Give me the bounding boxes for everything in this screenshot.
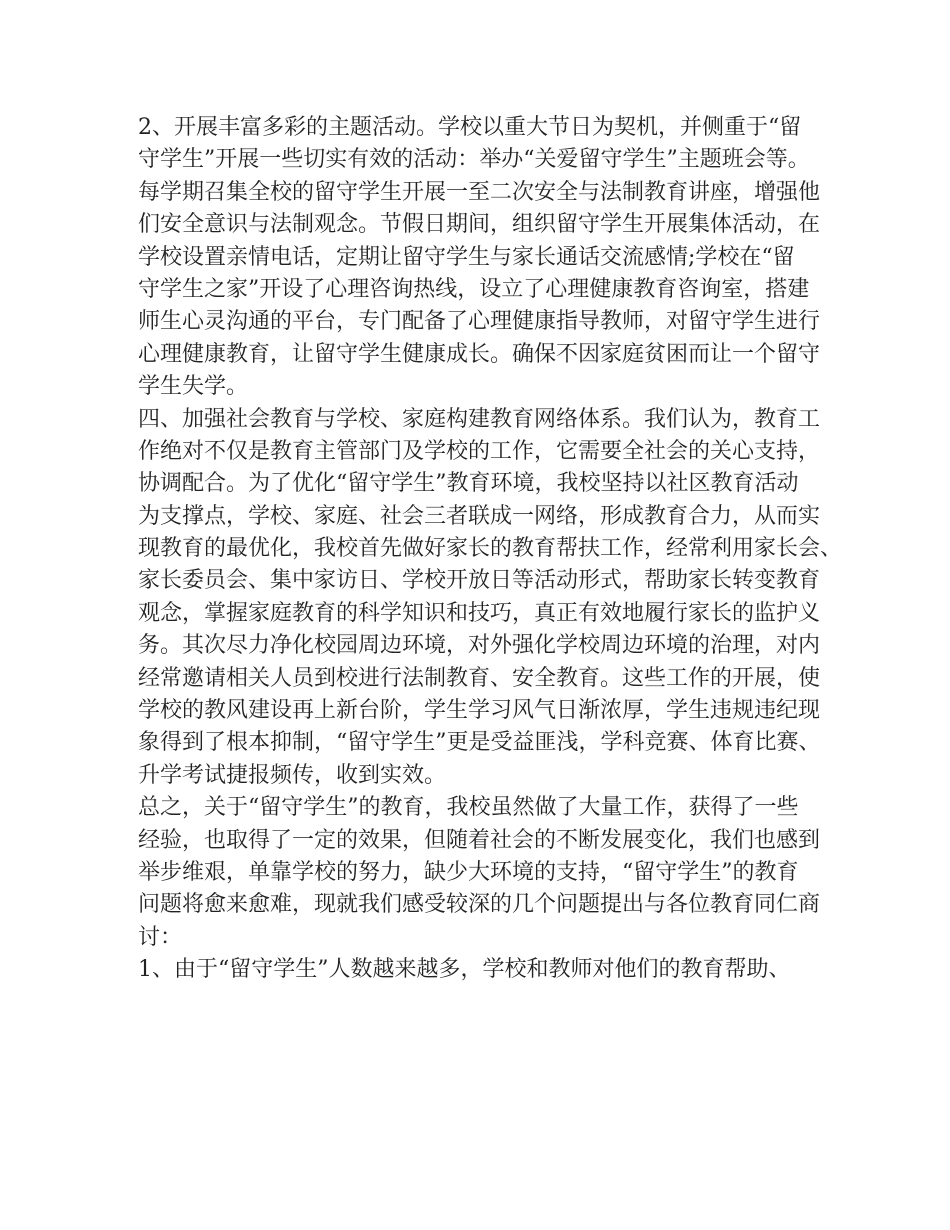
- text-line: 象得到了根本抑制，“留守学生”更是受益匪浅，学科竞赛、体育比赛、: [138, 730, 821, 756]
- text-line: 总之，关于“留守学生”的教育，我校虽然做了大量工作，获得了一些: [138, 795, 799, 821]
- body-text: [138, 112, 843, 987]
- text-line: 现教育的最优化，我校首先做好家长的教育帮扶工作，经常利用家长会、: [138, 536, 843, 562]
- text-line: 讨：: [138, 924, 183, 950]
- text-line: 问题将愈来愈难，现就我们感受较深的几个问题提出与各位教育同仁商: [138, 892, 821, 918]
- text-line: 作绝对不仅是教育主管部门及学校的工作，它需要全社会的关心支持，: [138, 438, 821, 464]
- text-line: 协调配合。为了优化“留守学生”教育环境，我校坚持以社区教育活动: [138, 471, 799, 497]
- text-line: 观念，掌握家庭教育的科学知识和技巧，真正有效地履行家长的监护义: [138, 600, 821, 626]
- text-line: 经验，也取得了一定的效果，但随着社会的不断发展变化，我们也感到: [138, 827, 821, 853]
- text-line: 经常邀请相关人员到校进行法制教育、安全教育。这些工作的开展，使: [138, 665, 821, 691]
- text-line: 守学生”开展一些切实有效的活动：举办“关爱留守学生”主题班会等。: [138, 147, 810, 173]
- text-line: 1、由于“留守学生”人数越来越多，学校和教师对他们的教育帮助、: [138, 957, 791, 983]
- text-line: 家长委员会、集中家访日、学校开放日等活动形式，帮助家长转变教育: [138, 568, 821, 594]
- text-line: 学生失学。: [138, 374, 249, 400]
- text-line: 师生心灵沟通的平台，专门配备了心理健康指导教师，对留守学生进行: [138, 309, 821, 335]
- text-line: 为支撑点，学校、家庭、社会三者联成一网络，形成教育合力，从而实: [138, 503, 821, 529]
- text-line: 升学考试捷报频传，收到实效。: [138, 762, 447, 788]
- text-line: 举步维艰，单靠学校的努力，缺少大环境的支持，“留守学生”的教育: [138, 859, 799, 885]
- text-line: 务。其次尽力净化校园周边环境，对外强化学校周边环境的治理，对内: [138, 633, 821, 659]
- text-line: 2、开展丰富多彩的主题活动。学校以重大节日为契机，并侧重于“留: [138, 115, 802, 140]
- text-line: 四、加强社会教育与学校、家庭构建教育网络体系。我们认为，教育工: [138, 406, 821, 432]
- text-line: 每学期召集全校的留守学生开展一至二次安全与法制教育讲座，增强他: [138, 179, 821, 205]
- text-line: 们安全意识与法制观念。节假日期间，组织留守学生开展集体活动，在: [138, 212, 821, 238]
- text-line: 心理健康教育，让留守学生健康成长。确保不因家庭贫困而让一个留守: [138, 341, 821, 367]
- text-line: 守学生之家”开设了心理咨询热线，设立了心理健康教育咨询室，搭建: [138, 276, 810, 302]
- text-line: 学校设置亲情电话，定期让留守学生与家长通话交流感情;学校在“留: [138, 244, 795, 270]
- text-line: 学校的教风建设再上新台阶，学生学习风气日渐浓厚，学生违规违纪现: [138, 698, 821, 724]
